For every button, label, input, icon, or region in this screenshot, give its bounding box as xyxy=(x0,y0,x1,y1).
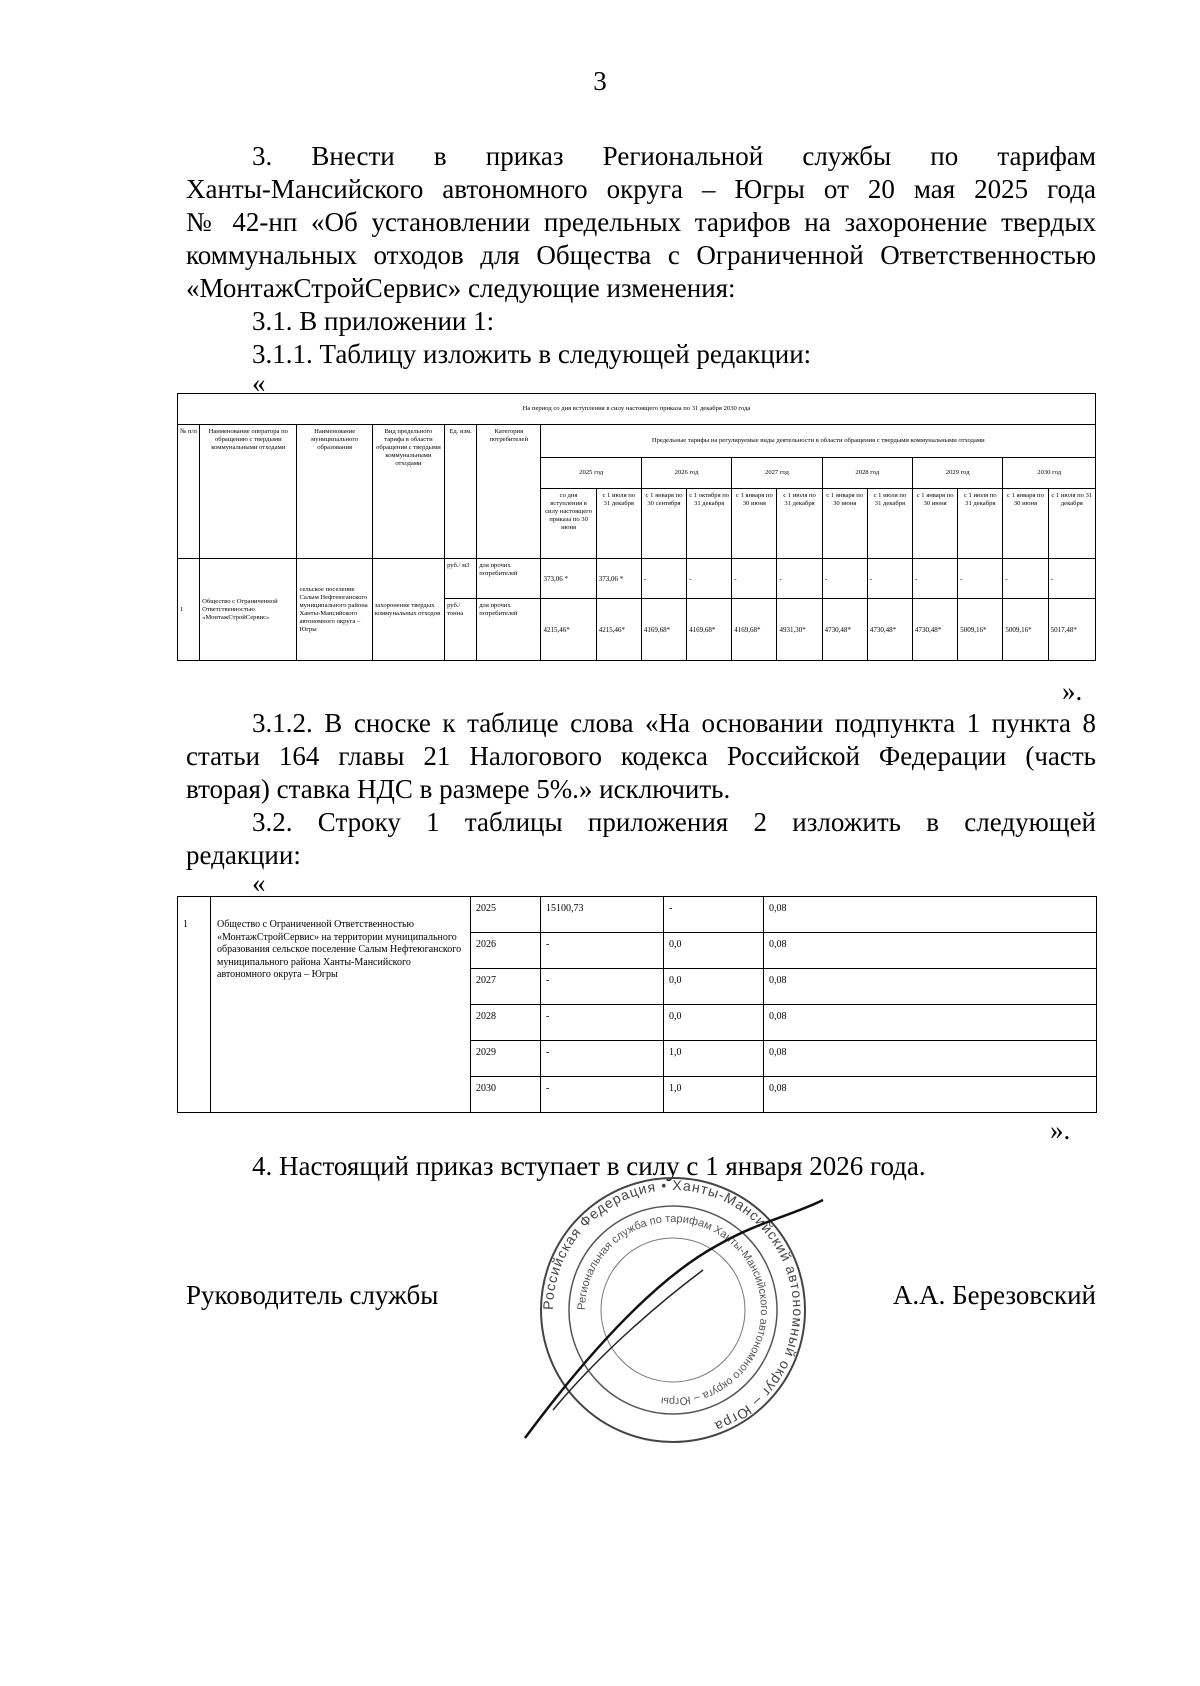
quote-close-1: ». xyxy=(1062,676,1083,706)
subperiod-header: с 1 января по 30 июня xyxy=(913,489,958,559)
tariff-value: - xyxy=(958,559,1003,599)
col-operator-header: Наименование оператора по обращению с твердыми коммунальными отходами xyxy=(200,425,297,559)
tariff-value: 5009,16* xyxy=(1003,599,1048,661)
tariff-value: 4730,48* xyxy=(867,599,912,661)
official-stamp xyxy=(513,1160,833,1460)
year-cell: 2025 xyxy=(471,897,541,933)
value-cell: 15100,73 xyxy=(541,897,664,933)
section-3-line-2: Ханты-Мансийского автономного округа – Югры от 20 мая 2025 года xyxy=(186,174,1096,204)
tariff-value: 4931,30* xyxy=(777,599,822,661)
tariff-value: 373,06 * xyxy=(541,559,596,599)
subperiod-header: с 1 июля по 31 декабря xyxy=(1048,489,1095,559)
tariff-value: 5009,16* xyxy=(958,599,1003,661)
value-cell: 1,0 xyxy=(664,1077,764,1113)
subperiod-header: с 1 октября по 31 декабря xyxy=(687,489,732,559)
year-header: 2026 год xyxy=(641,458,731,489)
signer-name: А.А. Березовский xyxy=(892,1280,1096,1310)
value-cell: - xyxy=(541,1041,664,1077)
category-a: для прочих потребителей xyxy=(477,559,541,599)
period-header: На период со дня вступления в силу настоящего приказа по 31 декабря 2030 года xyxy=(178,394,1096,425)
section-3-line-1: 3. Внести в приказ Региональной службы по тарифам xyxy=(252,141,1096,171)
value-cell: 0,08 xyxy=(764,1005,1097,1041)
year-cell: 2026 xyxy=(471,933,541,969)
year-header: 2029 год xyxy=(913,458,1003,489)
section-3-2-line-1: 3.2. Строку 1 таблицы приложения 2 изложить в следующей xyxy=(252,807,1096,837)
tariff-value: 4215,46* xyxy=(541,599,596,661)
year-header: 2027 год xyxy=(732,458,822,489)
tariff-value: 4169,68* xyxy=(641,599,686,661)
municipality-name: сельское поселение Салым Нефтеюганского муниципального района Ханты-Мансийского автономного округа – Югры xyxy=(297,559,372,661)
year-cell: 2028 xyxy=(471,1005,541,1041)
section-3-1-2-line-1: 3.1.2. В сноске к таблице слова «На основании подпункта 1 пункта 8 xyxy=(252,708,1096,738)
tariff-value: - xyxy=(822,559,867,599)
tariff-value: 4730,48* xyxy=(822,599,867,661)
value-cell: - xyxy=(664,897,764,933)
tariff-value: 4169,68* xyxy=(732,599,777,661)
section-3-line-3: № 42-нп «Об установлении предельных тарифов на захоронение твердых xyxy=(186,207,1096,237)
tariff-value: 5017,48* xyxy=(1048,599,1095,661)
signature-stroke xyxy=(553,1270,703,1410)
section-3-2-line-2: редакции: xyxy=(186,840,301,870)
subperiod-header: с 1 июля по 31 декабря xyxy=(958,489,1003,559)
table-2 xyxy=(177,896,1097,1113)
operator-name: Общество с Ограниченной Ответственностью «МонтажСтройСервис» xyxy=(200,559,297,661)
section-4: 4. Настоящий приказ вступает в силу с 1 января 2026 года. xyxy=(252,1151,926,1181)
value-cell: 0,08 xyxy=(764,1041,1097,1077)
quote-open-2: « xyxy=(252,868,266,898)
tariff-value: - xyxy=(732,559,777,599)
value-cell: 0,0 xyxy=(664,969,764,1005)
value-cell: 0,08 xyxy=(764,933,1097,969)
section-3-line-4: коммунальных отходов для Общества с Ограниченной Ответственностью xyxy=(186,240,1096,270)
tariff-value: - xyxy=(1048,559,1095,599)
table-row xyxy=(178,897,1097,933)
subperiod-header: с 1 июля по 31 декабря xyxy=(596,489,641,559)
year-header: 2025 год xyxy=(541,458,641,489)
organization-name: Общество с Ограниченной Ответственностью «МонтажСтройСервис» на территории муниципального образования сельское поселение Салым Нефтеюганского муниципального района Ханты-Мансийского автономного округа – Югры xyxy=(211,897,471,1113)
col-unit-header: Ед. изм. xyxy=(445,425,477,559)
col-category-header: Категория потребителей xyxy=(477,425,541,559)
tariff-value: - xyxy=(867,559,912,599)
subperiod-header: с 1 января по 30 июня xyxy=(732,489,777,559)
tariff-value: 4730,48* xyxy=(913,599,958,661)
col-num-header: № п/п xyxy=(178,425,200,559)
tariffs-header: Предельные тарифы на регулируемые виды деятельности в области обращения с твердыми коммунальными отходами xyxy=(541,425,1096,458)
quote-open-1: « xyxy=(252,368,266,398)
quote-close-2: ». xyxy=(1050,1115,1071,1145)
section-3-1-2-line-3: вторая) ставка НДС в размере 5%.» исключить. xyxy=(186,774,731,804)
tariff-value: 373,06 * xyxy=(596,559,641,599)
category-b: для прочих потребителей xyxy=(477,599,541,661)
year-header: 2030 год xyxy=(1003,458,1096,489)
value-cell: 0,08 xyxy=(764,1077,1097,1113)
value-cell: - xyxy=(541,933,664,969)
tariff-value: - xyxy=(777,559,822,599)
year-cell: 2027 xyxy=(471,969,541,1005)
subperiod-header: с 1 января по 30 июня xyxy=(1003,489,1048,559)
year-cell: 2030 xyxy=(471,1077,541,1113)
tariff-value: - xyxy=(687,559,732,599)
value-cell: 0,0 xyxy=(664,933,764,969)
tariff-value: 4215,46* xyxy=(596,599,641,661)
svg-text:Региональная служба по тарифам xyxy=(576,1213,770,1407)
subperiod-header: со дня вступления в силу настоящего приказа по 30 июня xyxy=(541,489,596,559)
year-cell: 2029 xyxy=(471,1041,541,1077)
subperiod-header: с 1 июля по 31 декабря xyxy=(867,489,912,559)
stamp-inner-text: Региональная служба по тарифам Ханты-Мансийского автономного округа – Югры xyxy=(575,1212,771,1408)
tariff-value: 4169,68* xyxy=(687,599,732,661)
unit-a: руб./ м3 xyxy=(445,559,477,599)
page-number: 3 xyxy=(593,66,607,96)
tariff-type: захоронение твердых коммунальных отходов xyxy=(372,559,444,661)
value-cell: 0,08 xyxy=(764,897,1097,933)
subperiod-header: с 1 января по 30 июня xyxy=(822,489,867,559)
section-3-line-5: «МонтажСтройСервис» следующие изменения: xyxy=(186,273,736,303)
col-municipality-header: Наименование муниципального образования xyxy=(297,425,372,559)
col-tariff-type-header: Вид предельного тарифа в области обращения с твердыми коммунальными отходами xyxy=(372,425,444,559)
subperiod-header: с 1 января по 30 сентября xyxy=(641,489,686,559)
value-cell: 0,08 xyxy=(764,969,1097,1005)
value-cell: - xyxy=(541,969,664,1005)
section-3-1-2-line-2: статьи 164 главы 21 Налогового кодекса Российской Федерации (часть xyxy=(186,741,1096,771)
tariff-value: - xyxy=(641,559,686,599)
value-cell: 1,0 xyxy=(664,1041,764,1077)
value-cell: - xyxy=(541,1077,664,1113)
tariff-table xyxy=(177,393,1096,661)
subperiod-header: с 1 июля по 31 декабря xyxy=(777,489,822,559)
value-cell: 0,0 xyxy=(664,1005,764,1041)
row-number: 1 xyxy=(178,897,211,1113)
unit-b: руб./ тонна xyxy=(445,599,477,661)
row-number: 1 xyxy=(178,559,200,661)
signature-position: Руководитель службы xyxy=(186,1280,439,1310)
tariff-value: - xyxy=(1003,559,1048,599)
value-cell: - xyxy=(541,1005,664,1041)
section-3-1-1: 3.1.1. Таблицу изложить в следующей редакции: xyxy=(252,339,812,369)
section-3-1: 3.1. В приложении 1: xyxy=(252,306,495,336)
stamp-outer-text: Российская Федерация • Ханты-Мансийский автономный округ – Югра xyxy=(539,1176,807,1436)
tariff-value: - xyxy=(913,559,958,599)
year-header: 2028 год xyxy=(822,458,912,489)
